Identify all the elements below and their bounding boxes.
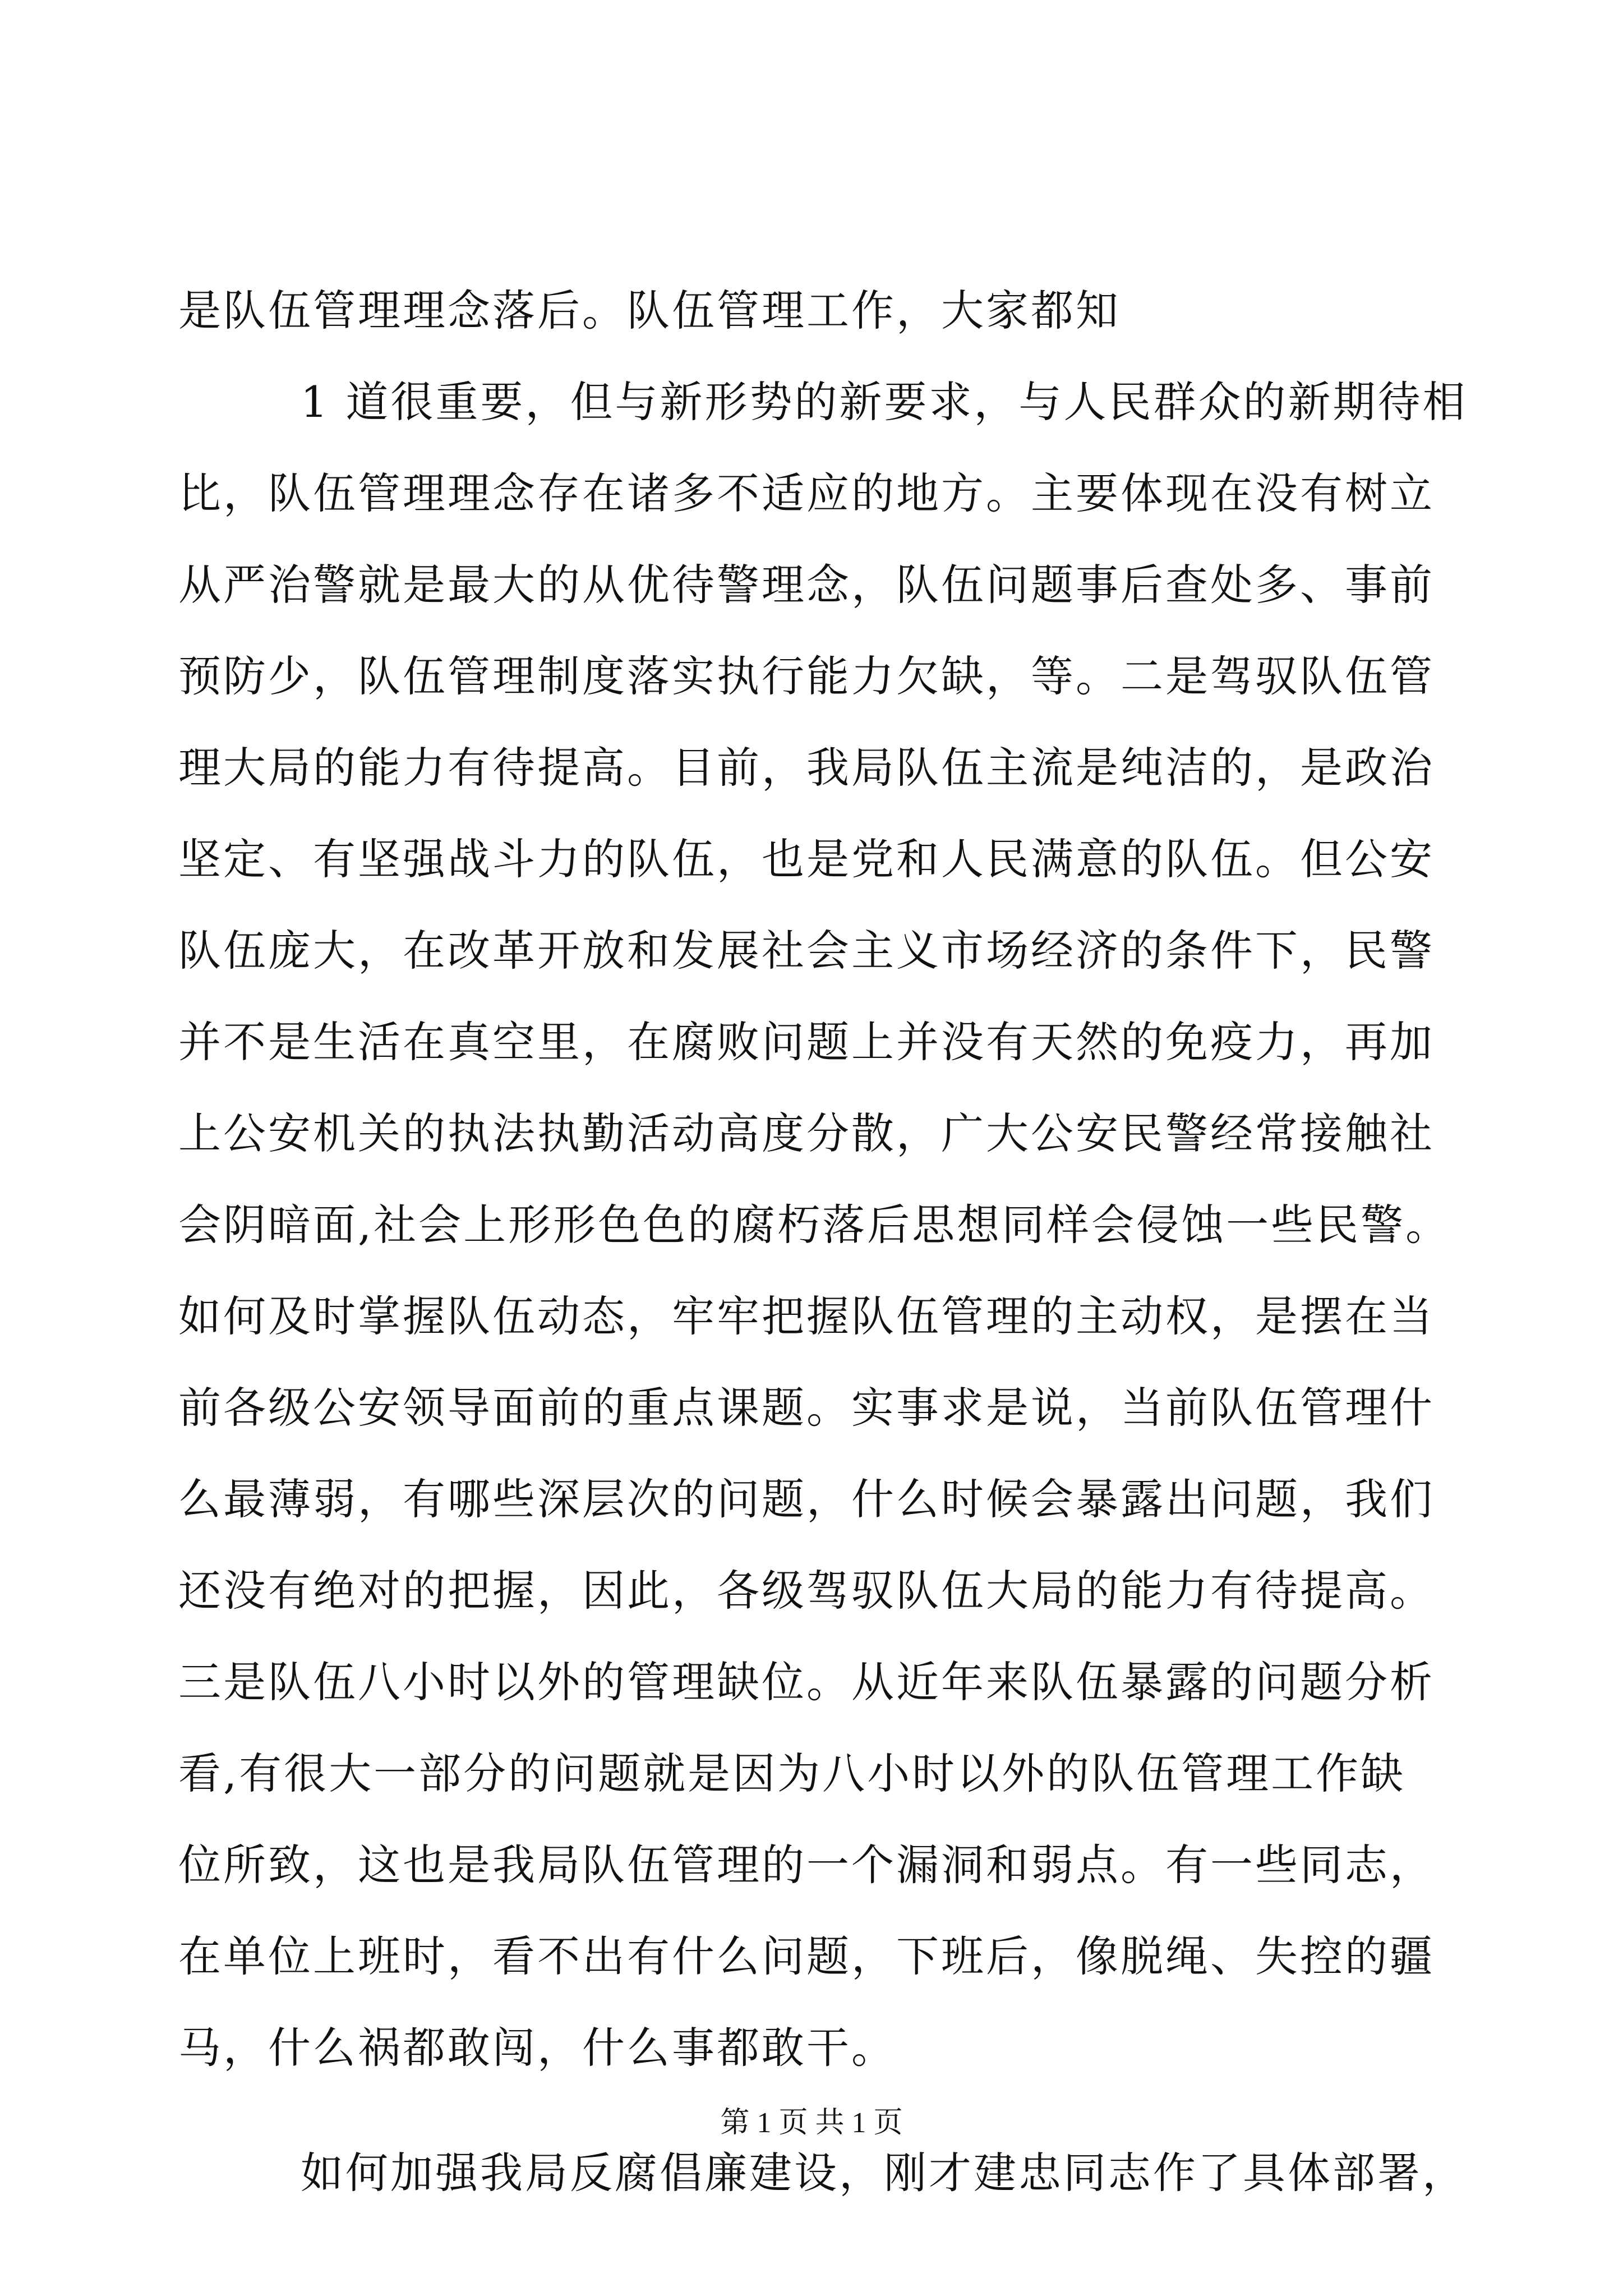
- text-line: 上公安机关的执法执勤活动高度分散，广大公安民警经常接触社: [178, 1108, 1435, 1158]
- text-line: 在单位上班时，看不出有什么问题，下班后，像脱绳、失控的疆: [178, 1931, 1435, 1981]
- text-line: 么最薄弱，有哪些深层次的问题，什么时候会暴露出问题，我们: [178, 1474, 1435, 1524]
- text-line: 比，队伍管理理念存在诸多不适应的地方。主要体现在没有树立: [178, 468, 1435, 518]
- text-line: 坚定、有坚强战斗力的队伍，也是党和人民满意的队伍。但公安: [178, 834, 1435, 884]
- text-line: 三是队伍八小时以外的管理缺位。从近年来队伍暴露的问题分析: [178, 1657, 1435, 1707]
- text-line: 理大局的能力有待提高。目前，我局队伍主流是纯洁的，是政治: [178, 743, 1435, 793]
- text-line: 预防少，队伍管理制度落实执行能力欠缺，等。二是驾驭队伍管: [178, 651, 1435, 701]
- text-line: 并不是生活在真空里，在腐败问题上并没有天然的免疫力，再加: [178, 1017, 1435, 1067]
- text-line: 前各级公安领导面前的重点课题。实事求是说，当前队伍管理什: [178, 1383, 1435, 1433]
- body-text: [178, 265, 1468, 2219]
- text-line: 位所致，这也是我局队伍管理的一个漏洞和弱点。有一些同志，: [178, 1840, 1435, 1890]
- text-line: 还没有绝对的把握，因此，各级驾驭队伍大局的能力有待提高。: [178, 1566, 1435, 1616]
- page-number-footer: 第 1 页 共 1 页: [720, 2107, 903, 2139]
- text-line: 马，什么祸都敢闯，什么事都敢干。: [178, 2023, 896, 2073]
- text-line: 看,有很大一部分的问题就是因为八小时以外的队伍管理工作缺: [178, 1749, 1406, 1798]
- text-line: 是队伍管理理念落后。队伍管理工作，大家都知: [178, 286, 1121, 335]
- text-line: 队伍庞大，在改革开放和发展社会主义市场经济的条件下，民警: [178, 926, 1435, 976]
- text-line: 从严治警就是最大的从优待警理念，队伍问题事后查处多、事前: [178, 560, 1435, 610]
- text-line: 如何加强我局反腐倡廉建设，刚才建忠同志作了具体部署，: [301, 2148, 1467, 2198]
- text-line: 如何及时掌握队伍动态，牢牢把握队伍管理的主动权，是摆在当: [178, 1291, 1435, 1341]
- text-line: 会阴暗面,社会上形形色色的腐朽落后思想同样会侵蚀一些民警。: [178, 1200, 1451, 1250]
- text-line: 1 道很重要，但与新形势的新要求，与人民群众的新期待相: [301, 377, 1468, 427]
